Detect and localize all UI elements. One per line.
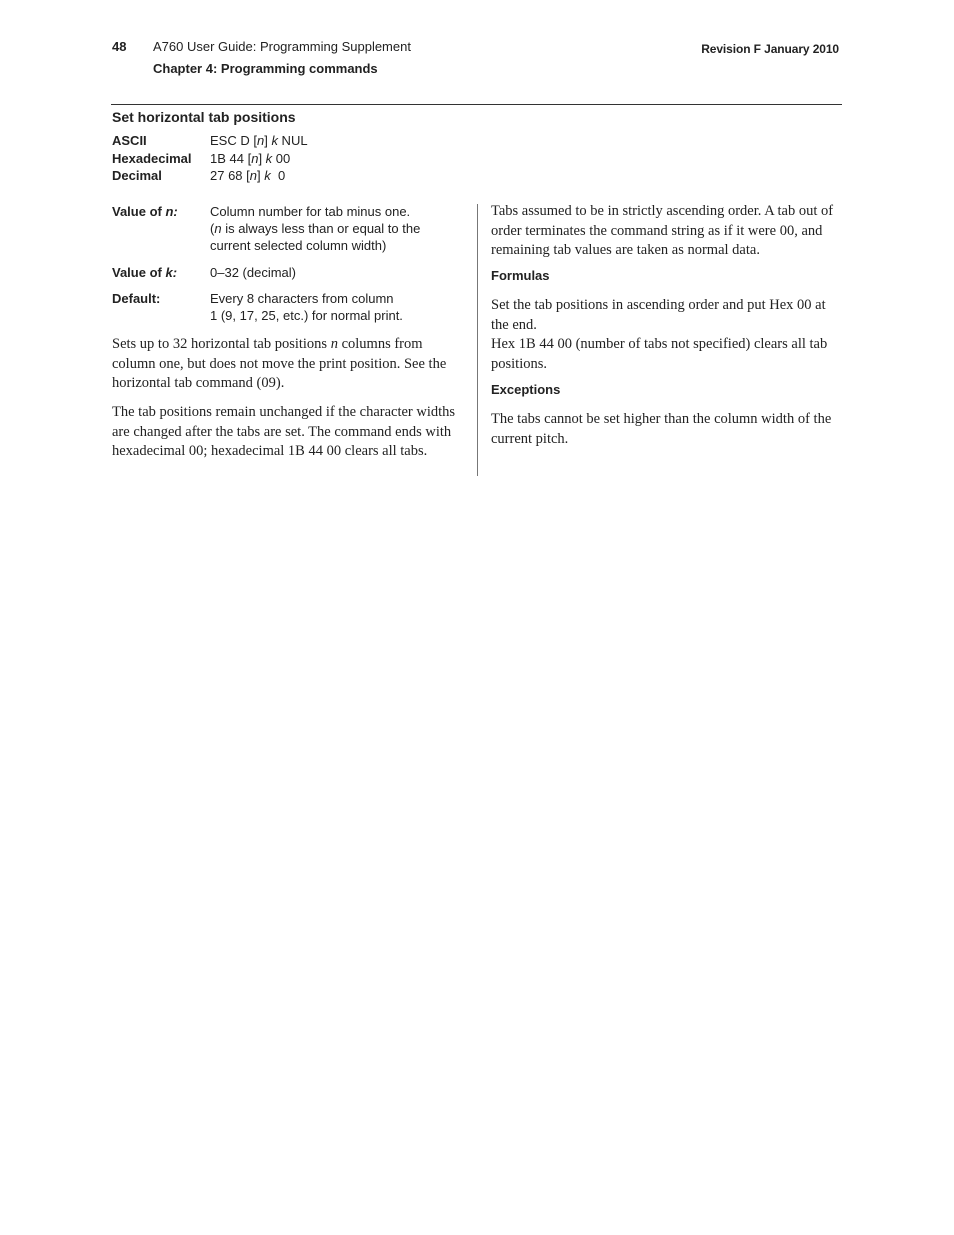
- exceptions-paragraph: The tabs cannot be set higher than the column width of the current pitch.: [491, 411, 832, 447]
- description-paragraph: Sets up to 32 horizontal tab positions n columns from column one, but does not move the print position. See the horizontal tab command (09).: [112, 336, 447, 392]
- formulas-paragraph: Set the tab positions in ascending order and put Hex 00 at the end.: [491, 297, 826, 333]
- column-divider: [477, 204, 478, 476]
- param-label: Value of k:: [112, 265, 178, 280]
- param-default: [112, 290, 450, 324]
- code-label: Decimal: [112, 168, 162, 183]
- param-k: [112, 264, 450, 281]
- code-value: 1B 44 [n] k 00: [210, 150, 291, 166]
- param-label: Default:: [112, 291, 161, 306]
- param-value: Column number for tab minus one. (n is always less than or equal to the current selected column width): [210, 204, 421, 253]
- right-intro-paragraph: Tabs assumed to be in strictly ascending order. A tab out of order terminates the command string as if it were 00, and remaining tab values are taken as normal data.: [491, 203, 834, 259]
- document-title: A760 User Guide: Programming Supplement: [153, 39, 411, 54]
- command-code-table: [112, 132, 308, 185]
- revision-label: Revision F January 2010: [701, 42, 839, 56]
- page-number: 48: [112, 39, 127, 54]
- param-value: 0–32 (decimal): [210, 265, 296, 280]
- code-value: 27 68 [n] k 0: [210, 168, 286, 183]
- exceptions-heading: Exceptions: [491, 382, 561, 397]
- param-label: Value of n:: [112, 204, 178, 219]
- code-value: ESC D [n] k NUL: [210, 133, 308, 148]
- description-paragraph: The tab positions remain unchanged if the character widths are changed after the tabs are set. The command ends with hexadecimal 00; hexadecimal 1B 44 00 clears all tabs.: [112, 404, 456, 460]
- param-value: Every 8 characters from column 1 (9, 17, 25, etc.) for normal print.: [210, 291, 403, 323]
- formulas-paragraph: Hex 1B 44 00 (number of tabs not specified) clears all tab positions.: [491, 336, 828, 372]
- section-divider: [111, 104, 842, 105]
- section-title: Set horizontal tab positions: [112, 109, 296, 125]
- code-row-ascii: [112, 132, 308, 150]
- code-row-decimal: [112, 167, 308, 185]
- formulas-heading: Formulas: [491, 268, 550, 283]
- code-label: ASCII: [112, 133, 147, 148]
- param-n: [112, 203, 450, 254]
- code-row-hexadecimal: [112, 150, 308, 168]
- code-label: Hexadecimal: [112, 150, 192, 166]
- chapter-title: Chapter 4: Programming commands: [153, 61, 378, 76]
